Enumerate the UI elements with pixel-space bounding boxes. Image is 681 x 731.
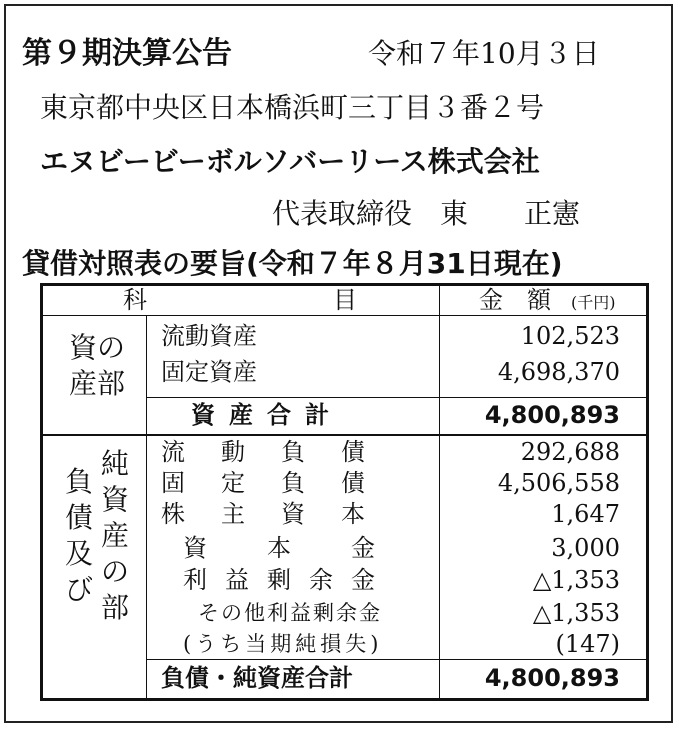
liability-row-label: 固定負債	[161, 469, 401, 497]
liability-row-amount: 292,688	[520, 438, 620, 466]
notice-date: 令和７年10月３日	[368, 37, 600, 70]
liability-row-amount: △1,353	[532, 566, 620, 594]
liability-row-amount: 1,647	[551, 500, 620, 528]
header-item-left: 科	[123, 286, 147, 314]
company-name: エヌビービーボルソバーリース株式会社	[40, 145, 540, 178]
asset-total-label: 資産合計	[191, 401, 343, 429]
liability-row-label: 株主資本	[161, 500, 401, 528]
asset-total-amount: 4,800,893	[484, 401, 620, 429]
section-divider	[43, 434, 646, 436]
liability-row-label: (うち当期純損失)	[183, 632, 383, 656]
liabilities-group-label-left: 負 債 及 び	[64, 465, 93, 606]
asset-total-divider	[146, 397, 646, 398]
header-divider	[43, 315, 646, 316]
notice-title: 第９期決算公告	[22, 36, 232, 71]
amount-column-divider	[439, 286, 440, 698]
asset-row-amount: 4,698,370	[497, 358, 620, 386]
asset-row-label: 流動資産	[161, 322, 257, 350]
group-column-divider	[146, 315, 147, 698]
liability-total-amount: 4,800,893	[484, 664, 620, 692]
header-item-right: 目	[333, 286, 357, 314]
liability-row-label: 利益剰余金	[183, 566, 393, 594]
assets-group-label: 資の 産部	[68, 331, 125, 400]
balance-sheet-table	[40, 283, 649, 701]
liability-row-amount: 3,000	[551, 534, 620, 562]
liability-row-label: 流動負債	[161, 438, 401, 466]
liability-row-amount: 4,506,558	[497, 469, 620, 497]
liability-total-label: 負債・純資産合計	[161, 664, 353, 692]
liability-row-amount: (147)	[555, 630, 620, 658]
balance-sheet-title: 貸借対照表の要旨(令和７年８月31日現在)	[22, 247, 563, 280]
header-amount: 金 額	[479, 286, 551, 314]
company-address: 東京都中央区日本橋浜町三丁目３番２号	[40, 91, 545, 124]
liability-row-amount: △1,353	[532, 599, 620, 627]
liabilities-group-label-right: 純 資 産 の 部	[100, 447, 129, 624]
liability-row-label: その他利益剰余金	[198, 601, 382, 625]
liability-row-label: 資本金	[183, 534, 435, 562]
header-unit: (千円)	[571, 293, 616, 312]
liability-total-divider	[146, 659, 646, 660]
asset-row-amount: 102,523	[520, 322, 620, 350]
representative: 代表取締役 東 正憲	[272, 197, 581, 230]
asset-row-label: 固定資産	[161, 358, 257, 386]
